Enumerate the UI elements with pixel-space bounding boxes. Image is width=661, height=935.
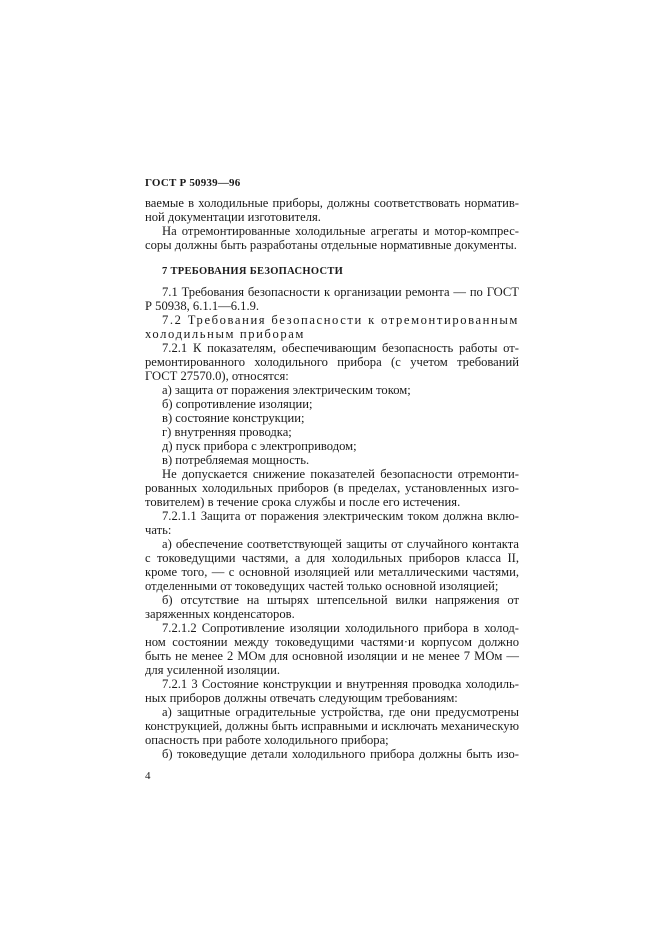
text-line: а) обеспечение соответствующей защиты от случайного контакта <box>162 537 519 551</box>
text-line: Не допускается снижение показателей безопасности отремонти- <box>162 467 519 481</box>
text-line: отделенными от токоведущих частей только основной изоляцией; <box>145 579 499 593</box>
subsection-heading: холодильным приборам <box>145 327 305 341</box>
text-line: соры должны быть разработаны отдельные нормативные документы. <box>145 238 517 252</box>
text-line: 7.1 Требования безопасности к организации ремонта — по ГОСТ <box>162 285 519 299</box>
text-line: ном состоянии между токоведущими частями·и корпусом должно <box>145 635 519 649</box>
subsection-heading: 7.2 Требования безопасности к отремонтированным <box>162 313 519 327</box>
text-line: Р 50938, 6.1.1—6.1.9. <box>145 299 260 313</box>
text-line: быть не менее 2 МОм для основной изоляции и не менее 7 МОм — <box>145 649 519 663</box>
text-line: 7.2.1 3 Состояние конструкции и внутренняя проводка холодиль- <box>162 677 519 691</box>
text-line: заряженных конденсаторов. <box>145 607 295 621</box>
text-line: чать: <box>145 523 172 537</box>
text-line: 7.2.1.1 Защита от поражения электрическим током должна вклю- <box>162 509 519 523</box>
list-item: в) потребляемая мощность. <box>162 453 310 467</box>
list-item: в) состояние конструкции; <box>162 411 305 425</box>
section-heading: 7 ТРЕБОВАНИЯ БЕЗОПАСНОСТИ <box>162 266 344 277</box>
text-line: 7.2.1 К показателям, обеспечивающим безопасность работы от- <box>162 341 519 355</box>
text-line: ГОСТ 27570.0), относятся: <box>145 369 289 383</box>
text-line: ной документации изготовителя. <box>145 210 321 224</box>
text-line: ных приборов должны отвечать следующим требованиям: <box>145 691 458 705</box>
text-line: рованных холодильных приборов (в пределах, установленных изго- <box>145 481 519 495</box>
text-line: с токоведущими частями, а для холодильных приборов класса II, <box>145 551 519 565</box>
text-line: конструкцией, должны быть исправными и исключать механическую <box>145 719 519 733</box>
text-line: для усиленной изоляции. <box>145 663 281 677</box>
text-line: товителем) в течение срока службы и после его истечения. <box>145 495 461 509</box>
list-item: а) защита от поражения электрическим током; <box>162 383 411 397</box>
text-line: кроме того, — с основной изоляцией или металлическими частями, <box>145 565 519 579</box>
text-line: а) защитные оградительные устройства, где они предусмотрены <box>162 705 519 719</box>
text-line: опасность при работе холодильного прибора; <box>145 733 389 747</box>
text-line: На отремонтированные холодильные агрегаты и мотор-компрес- <box>162 224 519 238</box>
text-line: б) отсутствие на штырях штепсельной вилки напряжения от <box>162 593 519 607</box>
list-item: г) внутренняя проводка; <box>162 425 292 439</box>
document-header: ГОСТ Р 50939—96 <box>145 177 241 189</box>
text-line: б) токоведущие детали холодильного прибора должны быть изо- <box>162 747 519 761</box>
text-line: 7.2.1.2 Сопротивление изоляции холодильного прибора в холод- <box>162 621 519 635</box>
text-line: ваемые в холодильные приборы, должны соответствовать норматив- <box>145 196 519 210</box>
list-item: б) сопротивление изоляции; <box>162 397 313 411</box>
page-number: 4 <box>145 770 151 782</box>
list-item: д) пуск прибора с электроприводом; <box>162 439 357 453</box>
text-line: ремонтированного холодильного прибора (с учетом требований <box>145 355 519 369</box>
